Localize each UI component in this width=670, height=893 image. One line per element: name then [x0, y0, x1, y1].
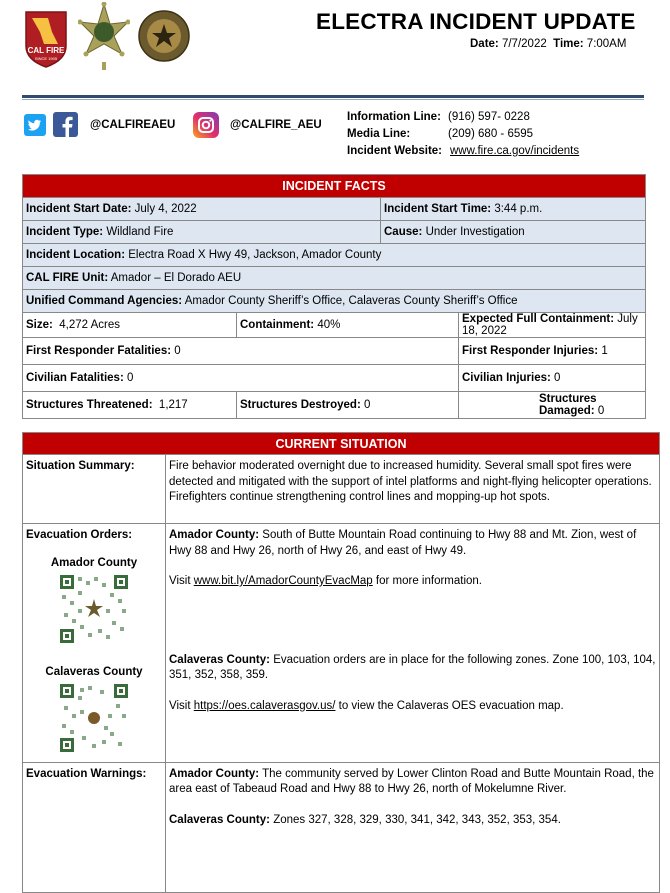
- calaveras-warnings: Calaveras County: Zones 327, 328, 329, 330, 341, 342, 343, 352, 353, 354.: [169, 813, 561, 826]
- calfire-logo: [22, 10, 70, 68]
- amador-orders: Amador County: South of Butte Mountain Road continuing to Hwy 88 and Mt. Zion, west of Hwy 88 and Hwy 26, north of Hwy 26, and east of Hwy 49.: [169, 529, 637, 557]
- first-responder-fatalities: First Responder Fatalities: 0: [23, 338, 459, 365]
- first-responder-injuries: First Responder Injuries: 1: [459, 338, 646, 365]
- sheriff-star-badge: [78, 2, 130, 72]
- situation-summary-label: Situation Summary:: [23, 455, 166, 524]
- calaveras-qr-caption: Calaveras County: [45, 665, 143, 678]
- facebook-icon[interactable]: [53, 112, 78, 137]
- instagram-handle[interactable]: @CALFIRE_AEU: [230, 119, 322, 131]
- situation-summary-text: Fire behavior moderated overnight due to increased humidity. Several small spot fires were detected and mitigated with the support of intel platforms and night-flying helicopter operations. Firefighters continue strengthening control lines and mopping-up hot spots.: [166, 455, 660, 524]
- evacuation-orders-text: [166, 524, 660, 763]
- sheriff-seal: [138, 10, 190, 62]
- incident-type: Incident Type: Wildland Fire: [23, 221, 381, 244]
- calaveras-oes-link[interactable]: https://oes.calaverasgov.us/: [193, 699, 336, 712]
- unified-command-agencies: Unified Command Agencies: Amador County Sheriff’s Office, Calaveras County Sheriff’s Office: [23, 290, 646, 313]
- evacuation-warnings-label: Evacuation Warnings:: [23, 762, 166, 892]
- information-line: Information Line: (916) 597- 0228: [347, 111, 530, 123]
- incident-website-link[interactable]: www.fire.ca.gov/incidents: [450, 145, 580, 157]
- date-value: 7/7/2022: [501, 38, 547, 50]
- amador-evac-map-link[interactable]: www.bit.ly/AmadorCountyEvacMap: [193, 575, 373, 587]
- svg-text:SINCE 1905: SINCE 1905: [34, 56, 58, 61]
- amador-visit: Visit www.bit.ly/AmadorCountyEvacMap for more information.: [169, 575, 483, 587]
- calfire-unit: CAL FIRE Unit: Amador – El Dorado AEU: [23, 267, 646, 290]
- header-divider-thin: [22, 99, 644, 100]
- containment: Containment: 40%: [237, 313, 459, 338]
- incident-location: Incident Location: Electra Road X Hwy 49, Jackson, Amador County: [23, 244, 646, 267]
- twitter-facebook-handle[interactable]: @CALFIREAEU: [90, 119, 176, 131]
- date-time: Date: 7/7/2022 Time: 7:00AM: [470, 38, 627, 50]
- page-title: ELECTRA INCIDENT UPDATE: [316, 9, 636, 34]
- calaveras-qr-code[interactable]: [26, 684, 162, 758]
- time-value: 7:00AM: [586, 38, 627, 50]
- amador-warnings: Amador County: The community served by Lower Clinton Road and Butte Mountain Road, the area east of Tabeaud Road and Hwy 88 to Hwy 26, north of Mokelumne River.: [169, 767, 654, 795]
- civilian-injuries: Civilian Injuries: 0: [459, 365, 646, 392]
- media-line: Media Line: (209) 680 - 6595: [347, 128, 534, 140]
- incident-start-date: Incident Start Date: July 4, 2022: [23, 198, 381, 221]
- amador-qr-code[interactable]: [26, 575, 162, 649]
- calaveras-visit: Visit https://oes.calaverasgov.us/ to view the Calaveras OES evacuation map.: [169, 699, 564, 712]
- incident-facts-heading: INCIDENT FACTS: [23, 175, 646, 198]
- instagram-icon[interactable]: [193, 112, 219, 138]
- structures-threatened: Structures Threatened: 1,217: [23, 392, 237, 419]
- incident-start-time: Incident Start Time: 3:44 p.m.: [381, 198, 646, 221]
- structures-destroyed: Structures Destroyed: 0: [237, 392, 459, 419]
- fire-size: Size: 4,272 Acres: [23, 313, 237, 338]
- header-divider: [22, 95, 644, 98]
- expected-full-containment: Expected Full Containment: July 18, 2022: [459, 313, 646, 338]
- incident-cause: Cause: Under Investigation: [381, 221, 646, 244]
- current-situation-heading: CURRENT SITUATION: [23, 433, 660, 455]
- evacuation-warnings-text: [166, 762, 660, 892]
- evacuation-orders-cell: [23, 524, 166, 763]
- calfire-logo-text: CAL FIRE: [27, 46, 65, 55]
- amador-qr-caption: Amador County: [50, 556, 138, 569]
- structures-damaged: Structures Damaged: 0: [459, 392, 646, 419]
- current-situation-table: [22, 432, 660, 893]
- twitter-icon[interactable]: [24, 114, 46, 136]
- incident-website: Incident Website: www.fire.ca.gov/incidents: [347, 145, 580, 157]
- civilian-fatalities: Civilian Fatalities: 0: [23, 365, 459, 392]
- incident-facts-table: [22, 174, 646, 419]
- evacuation-orders-label: Evacuation Orders:: [26, 529, 133, 541]
- calaveras-orders: Calaveras County: Evacuation orders are in place for the following zones. Zone 100, 103, 104, 351, 352, 358, 359.: [169, 653, 656, 681]
